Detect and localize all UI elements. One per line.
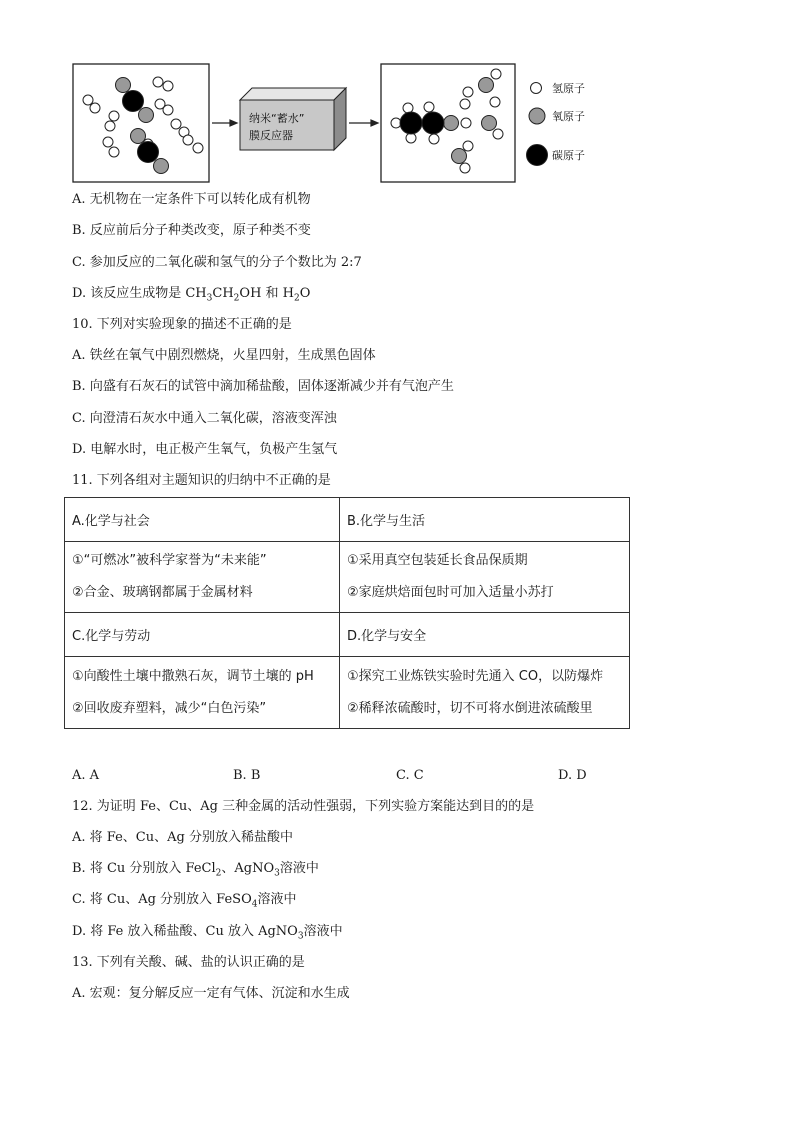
knowledge-table bbox=[64, 497, 630, 729]
q11-choice-b: B. B bbox=[233, 768, 261, 783]
q12-option-b: B. 将 Cu 分别放入 FeCl$_2$、AgNO$_3$溶液中 bbox=[72, 861, 319, 879]
table-cell-a-item-1: ①“可燃冰”被科学家誉为“未来能” bbox=[72, 553, 267, 569]
table-cell-b-item-1: ①采用真空包装延长食品保质期 bbox=[347, 553, 528, 569]
table-head-a: A.化学与社会 bbox=[65, 498, 340, 542]
q11-stem: 11. 下列各组对主题知识的归纳中不正确的是 bbox=[72, 473, 331, 488]
arrow-icon bbox=[212, 120, 237, 126]
q9-option-d: D. 该反应生成物是 $CH_3CH_2OH$ 和 $H_2O$ bbox=[72, 286, 311, 304]
table-cell-d bbox=[340, 657, 630, 729]
q9-option-a: A. 无机物在一定条件下可以转化成有机物 bbox=[72, 192, 311, 207]
q9-option-c: C. 参加反应的二氧化碳和氢气的分子个数比为 2:7 bbox=[72, 255, 362, 270]
table-cell-c bbox=[65, 657, 340, 729]
reaction-diagram bbox=[72, 60, 612, 186]
q12-stem: 12. 为证明 Fe、Cu、Ag 三种金属的活动性强弱，下列实验方案能达到目的的是 bbox=[72, 799, 535, 814]
table-cell-c-item-1: ①向酸性土壤中撒熟石灰，调节土壤的 pH bbox=[72, 668, 314, 684]
q12-option-c: C. 将 Cu、Ag 分别放入 FeSO$_4$溶液中 bbox=[72, 892, 297, 910]
legend-hydrogen-swatch bbox=[531, 83, 542, 94]
table-head-c: C.化学与劳动 bbox=[65, 613, 340, 657]
table-cell-c-item-2: ②回收废弃塑料，减少“白色污染” bbox=[72, 700, 267, 716]
table-cell-a-item-2: ②合金、玻璃钢都属于金属材料 bbox=[72, 585, 253, 601]
q9-option-b: B. 反应前后分子种类改变，原子种类不变 bbox=[72, 223, 311, 238]
q11-choice-c: C. C bbox=[396, 768, 424, 783]
q10-option-b: B. 向盛有石灰石的试管中滴加稀盐酸，固体逐渐减少并有气泡产生 bbox=[72, 379, 454, 394]
q13-option-a: A. 宏观：复分解反应一定有气体、沉淀和水生成 bbox=[72, 986, 350, 1001]
table-cell-d-item-1: ①探究工业炼铁实验时先通入 CO，以防爆炸 bbox=[347, 668, 604, 684]
legend bbox=[527, 83, 548, 166]
legend-carbon-label: 碳原子 bbox=[552, 149, 585, 162]
legend-oxygen-label: 氧原子 bbox=[552, 110, 585, 123]
q10-option-a: A. 铁丝在氧气中剧烈燃烧，火星四射，生成黑色固体 bbox=[72, 348, 376, 363]
table-head-d: D.化学与安全 bbox=[340, 613, 630, 657]
q12-option-d: D. 将 Fe 放入稀盐酸、Cu 放入 AgNO$_3$溶液中 bbox=[72, 924, 343, 942]
table-cell-b bbox=[340, 541, 630, 613]
q10-stem: 10. 下列对实验现象的描述不正确的是 bbox=[72, 317, 292, 332]
q11-choice-a: A. A bbox=[72, 768, 100, 783]
legend-carbon-swatch bbox=[527, 145, 548, 166]
legend-hydrogen-label: 氢原子 bbox=[552, 82, 585, 95]
q10-option-d: D. 电解水时，电正极产生氧气，负极产生氢气 bbox=[72, 442, 338, 457]
table-cell-b-item-2: ②家庭烘焙面包时可加入适量小苏打 bbox=[347, 585, 554, 601]
reactor-label-line2: 膜反应器 bbox=[249, 129, 293, 142]
q10-option-c: C. 向澄清石灰水中通入二氧化碳，溶液变浑浊 bbox=[72, 411, 337, 426]
reactants-box bbox=[73, 64, 209, 182]
legend-oxygen-swatch bbox=[529, 108, 545, 124]
q11-choice-d: D. D bbox=[558, 768, 587, 783]
arrow-icon bbox=[349, 120, 378, 126]
reactor-label-line1: 纳米“蓄水” bbox=[249, 112, 305, 125]
q13-stem: 13. 下列有关酸、碱、盐的认识正确的是 bbox=[72, 955, 305, 970]
table-head-b: B.化学与生活 bbox=[340, 498, 630, 542]
table-cell-d-item-2: ②稀释浓硫酸时，切不可将水倒进浓硫酸里 bbox=[347, 700, 593, 716]
q12-option-a: A. 将 Fe、Cu、Ag 分别放入稀盐酸中 bbox=[72, 830, 293, 845]
table-cell-a bbox=[65, 541, 340, 613]
